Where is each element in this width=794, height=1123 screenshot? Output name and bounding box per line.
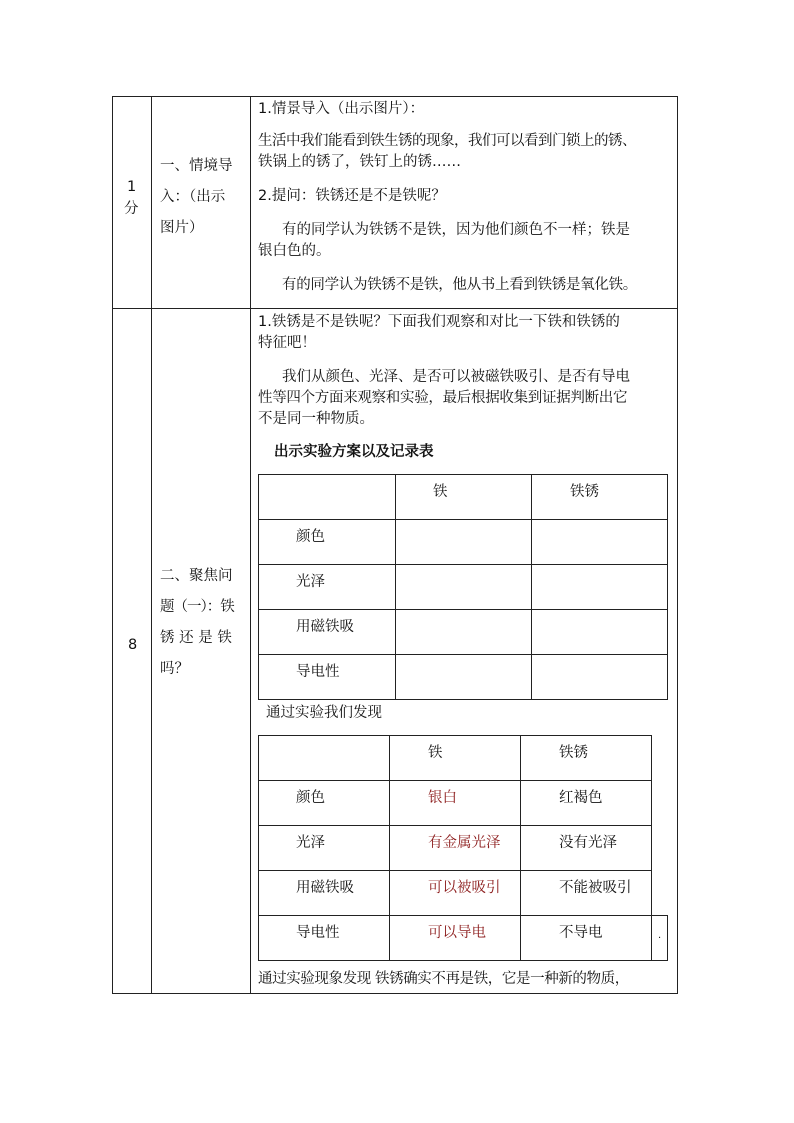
result-r2-iron: 有金属光泽 <box>428 835 501 851</box>
found-label: 通过实验我们发现 <box>266 705 382 721</box>
outer-right-border <box>677 96 678 994</box>
col-divider-1 <box>151 96 152 994</box>
result-line-v0 <box>258 735 259 961</box>
record-line-h2 <box>258 564 668 565</box>
record-line-h1 <box>258 519 668 520</box>
row1-stage-line1: 一、情境导 <box>160 158 233 174</box>
record-line-h0 <box>258 474 668 475</box>
result-r3-label: 用磁铁吸 <box>296 880 354 896</box>
row2-stage-line1: 二、聚焦问 <box>160 568 233 584</box>
result-r1-rust: 红褐色 <box>559 790 603 806</box>
outer-top-border <box>112 96 678 97</box>
record-row-luster: 光泽 <box>296 574 325 590</box>
result-r3-rust: 不能被吸引 <box>559 880 632 896</box>
result-header-rust: 铁锈 <box>559 745 588 761</box>
record-row-magnet: 用磁铁吸 <box>296 619 354 635</box>
record-line-h4 <box>258 654 668 655</box>
record-row-conductivity: 导电性 <box>296 664 340 680</box>
result-line-h0 <box>258 735 652 736</box>
row2-stage-line4: 吗？ <box>160 661 189 677</box>
record-line-h5 <box>258 699 668 700</box>
result-r4-rust: 不导电 <box>559 925 603 941</box>
result-line-h2 <box>258 825 652 826</box>
result-line-v4 <box>667 915 668 961</box>
row1-p1: 1.情景导入（出示图片）： <box>258 101 425 117</box>
row1-stage-line3: 图片） <box>160 220 204 236</box>
record-line-v2 <box>531 474 532 700</box>
row2-p1-line1: 1.铁锈是不是铁呢？下面我们观察和对比一下铁和铁锈的 <box>258 314 620 330</box>
result-line-h4 <box>258 915 668 916</box>
row1-minutes-line1: 1 <box>127 179 137 195</box>
row1-p4-line2: 银白色的。 <box>258 243 331 259</box>
outer-left-border <box>112 96 113 994</box>
row2-stage-line2: 题（一）：铁 <box>160 599 234 615</box>
plan-heading: 出示实验方案以及记录表 <box>274 444 434 460</box>
conclusion-line: 通过实验现象发现 铁锈确实不再是铁，它是一种新的物质， <box>258 971 629 987</box>
row2-stage-line3: 锈 还 是 铁 <box>160 630 232 646</box>
row-divider <box>112 308 678 309</box>
result-line-h1 <box>258 780 652 781</box>
result-r4-label: 导电性 <box>296 925 340 941</box>
record-row-color: 颜色 <box>296 529 325 545</box>
result-line-v1 <box>389 735 390 961</box>
row1-p3: 2.提问：铁锈还是不是铁呢？ <box>258 188 446 204</box>
result-r1-label: 颜色 <box>296 790 325 806</box>
row1-minutes-line2: 分 <box>124 201 139 217</box>
outer-bottom-border <box>112 993 678 994</box>
row2-minutes: 8 <box>128 637 138 653</box>
result-r2-rust: 没有光泽 <box>559 835 617 851</box>
result-r2-label: 光泽 <box>296 835 325 851</box>
row1-stage-line2: 入：（出示 <box>160 189 226 205</box>
row1-p4-line1: 有的同学认为铁锈不是铁，因为他们颜色不一样；铁是 <box>282 222 630 238</box>
result-r4-iron: 可以导电 <box>428 925 486 941</box>
row2-p2-line2: 性等四个方面来观察和实验，最后根据收集到证据判断出它 <box>258 390 628 406</box>
record-header-rust: 铁锈 <box>570 484 599 500</box>
col-divider-2 <box>250 96 251 994</box>
row2-p2-line3: 不是同一种物质。 <box>258 411 374 427</box>
record-line-v3 <box>667 474 668 700</box>
result-r3-iron: 可以被吸引 <box>428 880 501 896</box>
result-r1-iron: 银白 <box>428 790 457 806</box>
result-trailing-mark: . <box>658 930 662 941</box>
row1-p5: 有的同学认为铁锈不是铁，他从书上看到铁锈是氧化铁。 <box>282 277 637 293</box>
result-line-h3 <box>258 870 652 871</box>
record-header-iron: 铁 <box>433 484 448 500</box>
result-line-v3 <box>651 735 652 961</box>
row2-p1-line2: 特征吧！ <box>258 335 316 351</box>
row2-p2-line1: 我们从颜色、光泽、是否可以被磁铁吸引、是否有导电 <box>282 369 630 385</box>
result-line-h5 <box>258 960 668 961</box>
row1-p2-line1: 生活中我们能看到铁生锈的现象，我们可以看到门锁上的锈、 <box>258 133 636 149</box>
result-line-v2 <box>520 735 521 961</box>
record-line-v1 <box>395 474 396 700</box>
row1-p2-line2: 铁锅上的锈了，铁钉上的锈…… <box>258 154 461 170</box>
result-header-iron: 铁 <box>428 745 443 761</box>
record-line-v0 <box>258 474 259 700</box>
record-line-h3 <box>258 609 668 610</box>
